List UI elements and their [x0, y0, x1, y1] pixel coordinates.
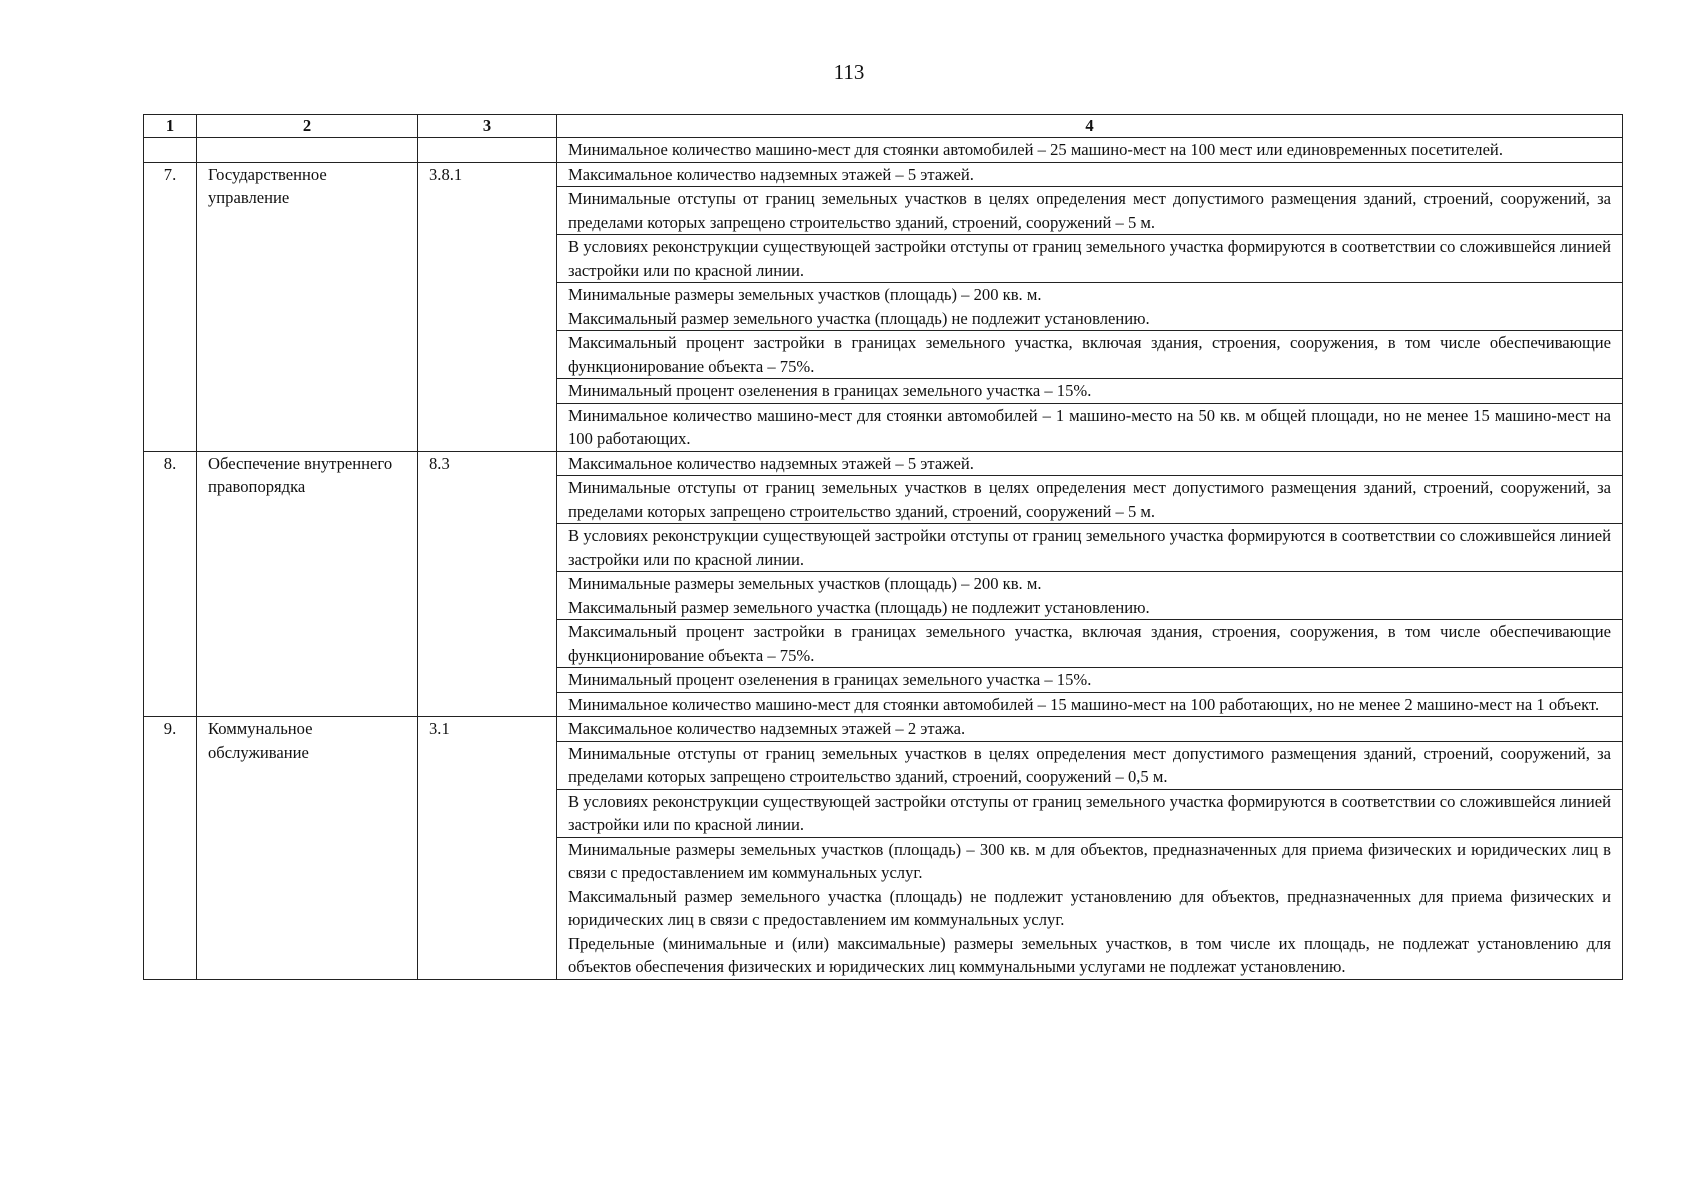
use-code: 3.1	[418, 717, 557, 980]
parameter-text: Минимальное количество машино-мест для стоянки автомобилей – 1 машино-место на 50 кв. м общей площади, но не менее 15 машино-мест на 100 работающих.	[557, 403, 1623, 451]
use-name: Государственное управление	[197, 162, 418, 451]
use-code: 3.8.1	[418, 162, 557, 451]
parameter-text: Минимальное количество машино-мест для стоянки автомобилей – 25 машино-мест на 100 мест или единовременных посетителей.	[557, 138, 1623, 163]
continuation-row	[144, 138, 1623, 163]
parameter-text: Максимальное количество надземных этажей – 5 этажей.	[557, 162, 1623, 187]
table-row	[144, 162, 1623, 187]
parameter-text: Минимальные отступы от границ земельных участков в целях определения мест допустимого размещения зданий, строений, сооружений, за пределами которых запрещено строительство зданий, строений, сооружений – 5 м.	[557, 187, 1623, 235]
use-code-cell	[418, 138, 557, 163]
row-number: 8.	[144, 451, 197, 717]
parameter-line: Минимальные размеры земельных участков (площадь) – 200 кв. м.	[568, 285, 1042, 304]
regulations-table	[143, 114, 1623, 980]
parameter-text: Максимальное количество надземных этажей – 2 этажа.	[557, 717, 1623, 742]
parameter-line: Максимальный размер земельного участка (площадь) не подлежит установлению для объектов, предназначенных для приема физических и юридических лиц в связи с предоставлением им коммунальных услуг.	[568, 886, 1611, 929]
column-header-1: 1	[144, 115, 197, 138]
header-row	[144, 115, 1623, 138]
use-name: Обеспечение внутреннего правопорядка	[197, 451, 418, 717]
parameter-text: В условиях реконструкции существующей застройки отступы от границ земельного участка формируются в соответствии со сложившейся линией застройки или по красной линии.	[557, 524, 1623, 572]
parameter-text: Минимальный процент озеленения в границах земельного участка – 15%.	[557, 379, 1623, 404]
parameter-text: Максимальный процент застройки в границах земельного участка, включая здания, строения, сооружения, в том числе обеспечивающие функционирование объекта – 75%.	[557, 331, 1623, 379]
parameter-text: Минимальные отступы от границ земельных участков в целях определения мест допустимого размещения зданий, строений, сооружений, за пределами которых запрещено строительство зданий, строений, сооружений – 5 м.	[557, 476, 1623, 524]
use-name: Коммунальное обслуживание	[197, 717, 418, 980]
parameter-text: Минимальные отступы от границ земельных участков в целях определения мест допустимого размещения зданий, строений, сооружений, за пределами которых запрещено строительство зданий, строений, сооружений – 0,5 м.	[557, 741, 1623, 789]
parameter-cell	[557, 837, 1623, 979]
parameter-text: В условиях реконструкции существующей застройки отступы от границ земельного участка формируются в соответствии со сложившейся линией застройки или по красной линии.	[557, 789, 1623, 837]
parameter-line: Минимальные размеры земельных участков (площадь) – 200 кв. м.	[568, 574, 1042, 593]
page-number: 113	[833, 60, 865, 84]
parameter-text: Минимальное количество машино-мест для стоянки автомобилей – 15 машино-мест на 100 работающих, но не менее 2 машино-мест на 1 объект.	[557, 692, 1623, 717]
parameter-line: Минимальные размеры земельных участков (площадь) – 300 кв. м для объектов, предназначенных для приема физических и юридических лиц в связи с предоставлением им коммунальных услуг.	[568, 839, 1611, 882]
parameter-cell	[557, 283, 1623, 331]
parameter-cell	[557, 572, 1623, 620]
column-header-3: 3	[418, 115, 557, 138]
parameter-text: Максимальное количество надземных этажей – 5 этажей.	[557, 451, 1623, 476]
row-number-cell	[144, 138, 197, 163]
parameter-line: Предельные (минимальные и (или) максимальные) размеры земельных участков, в том числе их площадь, не подлежат установлению для объектов обеспечения физических и юридических лиц коммунальными услугами не подлежат установлению.	[568, 933, 1611, 976]
column-header-4: 4	[557, 115, 1623, 138]
table-row	[144, 451, 1623, 476]
column-header-2: 2	[197, 115, 418, 138]
parameter-text: В условиях реконструкции существующей застройки отступы от границ земельного участка формируются в соответствии со сложившейся линией застройки или по красной линии.	[557, 235, 1623, 283]
parameter-line: Максимальный размер земельного участка (площадь) не подлежит установлению.	[568, 597, 1150, 617]
parameter-text: Максимальный процент застройки в границах земельного участка, включая здания, строения, сооружения, в том числе обеспечивающие функционирование объекта – 75%.	[557, 620, 1623, 668]
table-row	[144, 717, 1623, 742]
parameter-text: Минимальный процент озеленения в границах земельного участка – 15%.	[557, 668, 1623, 693]
use-name-cell	[197, 138, 418, 163]
use-code: 8.3	[418, 451, 557, 717]
parameter-line: Максимальный размер земельного участка (площадь) не подлежит установлению.	[568, 308, 1150, 328]
row-number: 7.	[144, 162, 197, 451]
row-number: 9.	[144, 717, 197, 980]
